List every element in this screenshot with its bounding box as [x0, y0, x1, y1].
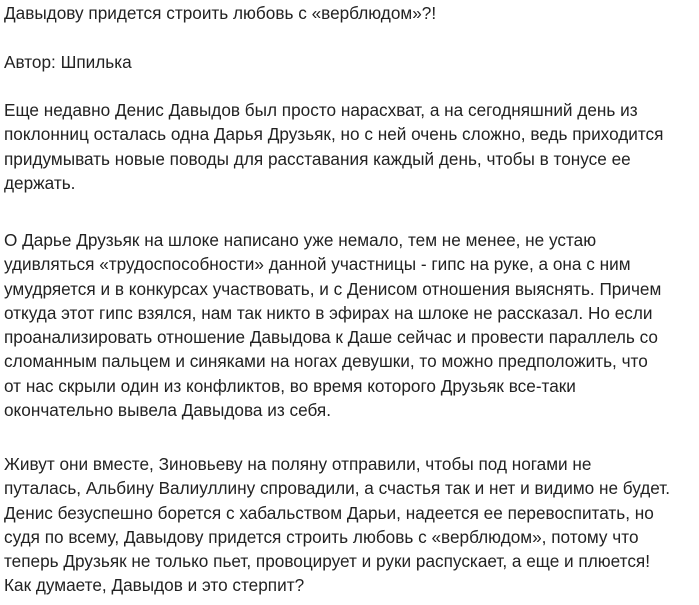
paragraph-line: умудряется и в конкурсах участвовать, и с Денисом отношения выяснять. Причем	[4, 278, 662, 299]
article-author: Автор: Шпилька	[4, 52, 132, 72]
paragraph-line: О Дарье Друзьяк на шлоке написано уже немало, тем не менее, не устаю	[4, 230, 597, 250]
paragraph-line: держать.	[4, 172, 76, 193]
paragraph-line: сломанным пальцем и синяками на ногах девушки, то можно предположить, что	[4, 351, 648, 372]
paragraph-line: Денис безуспешно борется с хабальством Дарьи, надеется ее перевоспитать, но	[4, 502, 654, 523]
paragraph-line: от нас скрыли один из конфликтов, во время которого Друзьяк все-таки	[4, 375, 576, 396]
article-title: Давыдову придется строить любовь с «верблюдом»?!	[4, 3, 437, 23]
paragraph-line: откуда этот гипс взялся, нам так никто в эфирах на шлоке не рассказал. Но если	[4, 302, 653, 323]
paragraph-2	[4, 228, 661, 422]
paragraph-line: теперь Друзьяк не только пьет, провоцирует и руки распускает, а еще и плюется!	[4, 551, 651, 572]
paragraph-line: придумывать новые поводы для расставания каждый день, чтобы в тонусе ее	[4, 148, 631, 169]
paragraph-3	[4, 452, 670, 598]
paragraph-1	[4, 98, 663, 195]
paragraph-line: Еще недавно Денис Давыдов был просто нарасхват, а на сегодняшний день из	[4, 100, 638, 120]
paragraph-line: Живут они вместе, Зиновьеву на поляну отправили, чтобы под ногами не	[4, 454, 592, 474]
paragraph-line: судя по всему, Давыдову придется строить любовь с «верблюдом», потому что	[4, 526, 639, 547]
paragraph-line: Как думаете, Давыдов и это стерпит?	[4, 575, 305, 596]
paragraph-line: поклонниц осталась одна Дарья Друзьяк, но с ней очень сложно, ведь приходится	[4, 124, 664, 145]
paragraph-line: проанализировать отношение Давыдова к Даше сейчас и провести параллель со	[4, 327, 658, 348]
paragraph-line: окончательно вывела Давыдова из себя.	[4, 400, 332, 421]
paragraph-line: путалась, Альбину Валиуллину спровадили, а счастья так и нет и видимо не будет.	[4, 478, 671, 499]
paragraph-line: удивляться «трудоспособности» данной участницы - гипс на руке, а она с ним	[4, 254, 631, 275]
